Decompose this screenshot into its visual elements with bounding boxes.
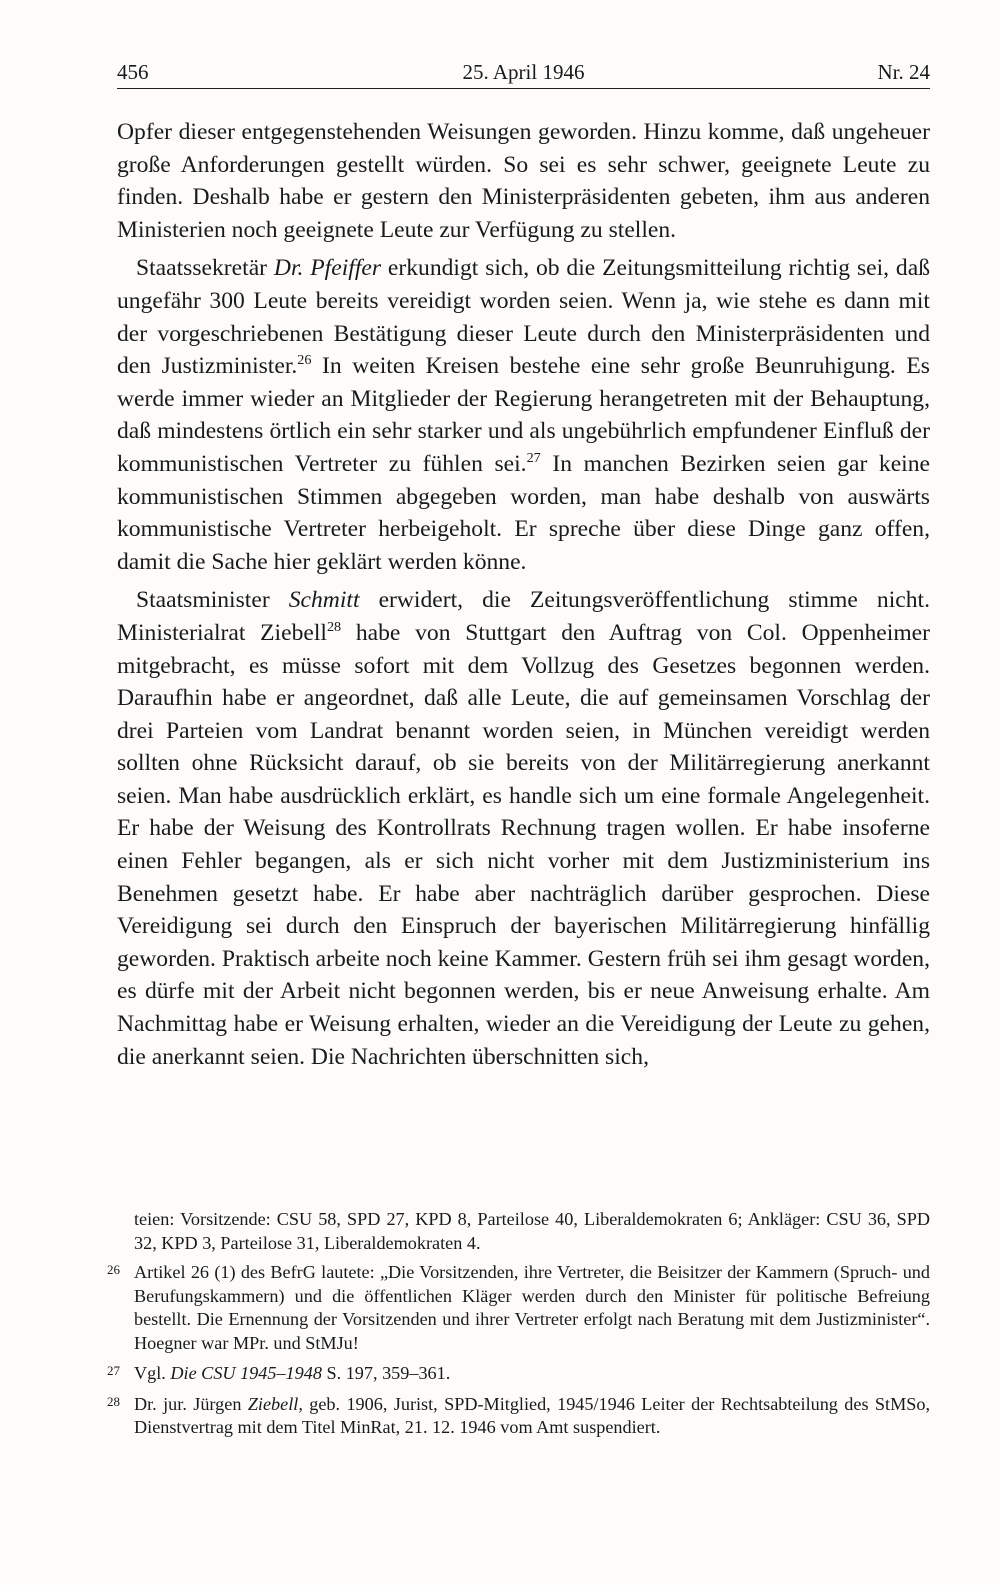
issue-number: Nr. 24 — [877, 60, 930, 84]
footnote-28-name: Ziebell, — [247, 1393, 303, 1414]
paragraph-3-text-a: erwidert, die Zeitungsveröffentlichung stimme nicht. Ministerialrat Ziebell — [117, 587, 930, 646]
footnote-28-text: geb. 1906, Jurist, SPD-Mitglied, 1945/1946 Leiter der Rechtsabteilung des StMSo, Dienstvertrag mit dem Titel MinRat, 21. 12. 1946 vom Amt suspendiert. — [134, 1393, 931, 1437]
footnote-27-title: Die CSU 1945–1948 — [170, 1363, 322, 1383]
speaker-schmitt: Schmitt — [288, 587, 360, 614]
paragraph-3-lead: Staatsminister — [136, 587, 270, 614]
paragraph-2-text-a: erkundigt sich, ob die Zeitungsmitteilung richtig sei, daß ungefähr 300 Leute bereits vereidigt worden seien. Wenn ja, wie stehe es dann mit der vorgeschriebenen Bestätigung dieser Leute durch den Ministerpräsidenten und den Justizminister. — [117, 255, 930, 380]
footnote-28-number: 28 — [107, 1393, 120, 1409]
header-date: 25. April 1946 — [462, 60, 585, 84]
footnote-26-text: Artikel 26 (1) des BefrG lautete: „Die Vorsitzenden, ihre Vertreter, die Beisitzer der Kammern (Spruch- und Berufungskammern) und die öffentlichen Kläger werden durch den Minister für politische Befreiung bestellt. Die Ernennung der Vorsitzenden und ihrer Vertreter erfolgt nach Beratung mit dem Justizminister“. Hoegner war MPr. und StMJu! — [134, 1262, 930, 1353]
paragraph-2 — [117, 252, 930, 578]
speaker-pfeiffer: Dr. Pfeiffer — [273, 255, 382, 282]
paragraph-3 — [117, 584, 930, 1073]
footnote-continued: teien: Vorsitzende: CSU 58, SPD 27, KPD 8, Parteilose 40, Liberaldemokraten 6; Ankläger: CSU 36, SPD 32, KPD 3, Parteilose 31, Liberaldemokraten 4. — [134, 1209, 930, 1253]
page-number: 456 — [117, 60, 149, 84]
paragraph-1-text: Opfer dieser entgegenstehenden Weisungen geworden. Hinzu komme, daß ungeheuer große Anforderungen gestellt würden. So sei es sehr schwer, geeignete Leute zu finden. Deshalb habe er gestern den Ministerpräsidenten gebeten, ihm aus anderen Ministerien noch geeignete Leute zur Verfügung zu stellen. — [117, 119, 930, 243]
paragraph-2-text-b: In weiten Kreisen bestehe eine sehr große Beunruhigung. Es werde immer wieder an Mitglieder der Regierung herangetreten mit der Behauptung, daß mindestens örtlich ein sehr starker und als ungebührlich empfundener Einfluß der kommunistischen Vertreter zu fühlen sei. — [117, 353, 930, 477]
paragraph-3-text-b: habe von Stuttgart den Auftrag von Col. Oppenheimer mitgebracht, es müsse sofort mit dem Vollzug des Gesetzes begonnen werden. Daraufhin habe er angeordnet, daß alle Leute, die auf gemeinsamen Vorschlag der drei Parteien vom Landrat benannt worden seien, in München vereidigt werden sollten ohne Rücksicht darauf, ob sie bereits von der Militärregierung anerkannt seien. Man habe ausdrücklich erklärt, es handle sich um eine formale Angelegenheit. Er habe der Weisung des Kontrollrats Rechnung tragen wollen. Er habe insoferne einen Fehler begangen, als er sich nicht vorher mit dem Justizministerium ins Benehmen gesetzt habe. Er habe aber nachträglich darüber gesprochen. Diese Vereidigung sei durch den Einspruch der bayerischen Militärregierung hinfällig geworden. Praktisch arbeite noch keine Kammer. Gestern früh sei ihm gesagt worden, es dürfe mit der Arbeit nicht begonnen werden, bis er neue Anweisung erhalte. Am Nachmittag habe er Weisung erhalten, wieder an die Vereidigung der Leute zu gehen, die anerkannt seien. Die Nachrichten überschnitten sich, — [117, 619, 931, 1070]
footnote-28 — [107, 1393, 931, 1440]
footnote-28-lead: Dr. jur. Jürgen — [134, 1393, 242, 1414]
footnote-27-lead: Vgl. — [134, 1363, 166, 1383]
paragraph-1 — [117, 116, 930, 246]
footnote-ref-27[interactable]: 27 — [526, 450, 541, 467]
paragraph-2-lead: Staatssekretär — [136, 255, 268, 282]
footnote-ref-28[interactable]: 28 — [326, 619, 342, 636]
footnote-27 — [107, 1362, 930, 1386]
running-header — [117, 58, 930, 89]
footnote-26-number: 26 — [107, 1262, 120, 1277]
footnote-ref-26[interactable]: 26 — [297, 352, 312, 369]
main-text — [117, 116, 930, 1073]
footnote-26 — [107, 1261, 930, 1355]
footnote-27-pages: S. 197, 359–361. — [326, 1363, 451, 1383]
paragraph-2-text-c: In manchen Bezirken seien gar keine kommunistischen Stimmen abgegeben worden, man habe deshalb von auswärts kommunistische Vertreter herbeigeholt. Er spreche über diese Dinge ganz offen, damit die Sache hier geklärt werden könne. — [117, 450, 931, 575]
footnote-27-number: 27 — [107, 1363, 120, 1378]
footnotes — [107, 1208, 931, 1447]
